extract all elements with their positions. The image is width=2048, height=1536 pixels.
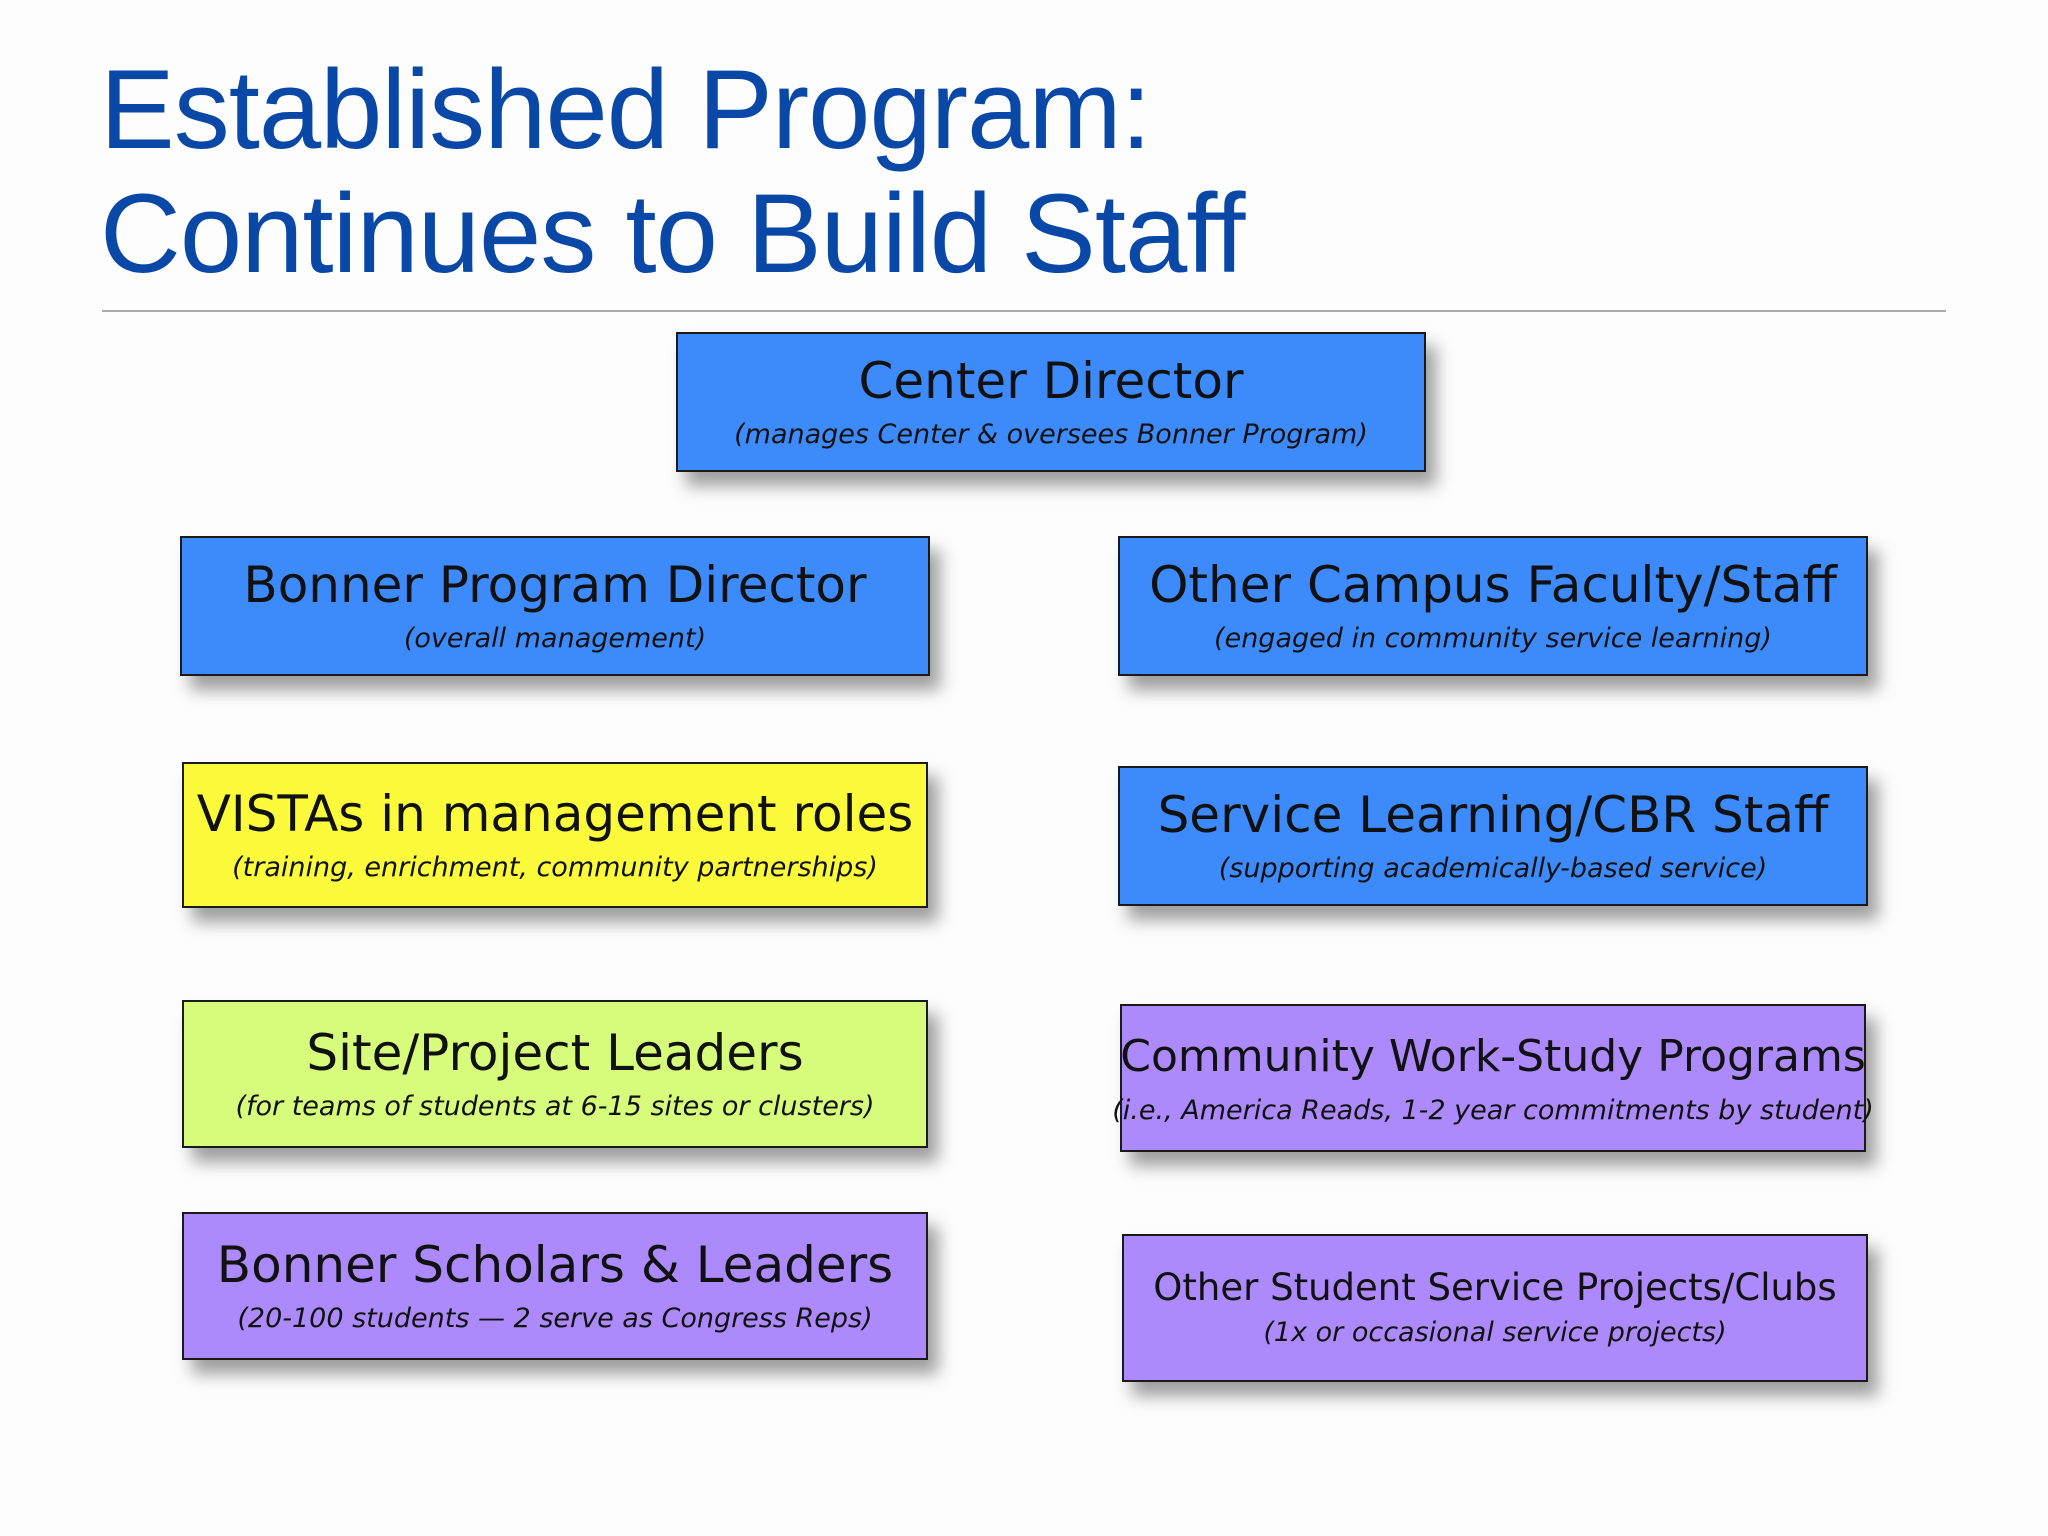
other-student-service-box: [1122, 1234, 1868, 1382]
service-learning-heading: Service Learning/CBR Staff: [1157, 786, 1829, 844]
center-director-subtitle: (manages Center & oversees Bonner Program): [734, 419, 1368, 450]
bonner-program-director-subtitle: (overall management): [403, 623, 707, 654]
bonner-scholars-box: [182, 1212, 928, 1360]
center-director-heading: Center Director: [858, 352, 1244, 410]
service-learning-subtitle: (supporting academically-based service): [1218, 853, 1768, 884]
bonner-scholars-heading: Bonner Scholars & Leaders: [216, 1236, 894, 1294]
bonner-program-director-heading: Bonner Program Director: [243, 556, 867, 614]
bonner-program-director-box: [180, 536, 930, 676]
vistas-subtitle: (training, enrichment, community partnerships): [232, 852, 878, 883]
other-campus-faculty-subtitle: (engaged in community service learning): [1214, 623, 1772, 654]
center-director-box: [676, 332, 1426, 472]
slide-title-line-1: Established Program:: [100, 47, 1151, 172]
vistas-heading: VISTAs in management roles: [196, 785, 914, 843]
community-work-study-subtitle: (i.e., America Reads, 1-2 year commitments by student): [1112, 1095, 1874, 1126]
site-project-leaders-subtitle: (for teams of students at 6-15 sites or clusters): [235, 1091, 875, 1122]
site-project-leaders-heading: Site/Project Leaders: [306, 1024, 804, 1082]
slide-title: [100, 48, 1244, 296]
service-learning-box: [1118, 766, 1868, 906]
vistas-box: [182, 762, 928, 908]
community-work-study-heading: Community Work-Study Programs: [1120, 1031, 1866, 1082]
other-campus-faculty-heading: Other Campus Faculty/Staff: [1149, 556, 1837, 614]
other-student-service-heading: Other Student Service Projects/Clubs: [1153, 1266, 1837, 1309]
site-project-leaders-box: [182, 1000, 928, 1148]
other-student-service-subtitle: (1x or occasional service projects): [1263, 1317, 1727, 1348]
slide-title-line-2: Continues to Build Staff: [100, 171, 1245, 296]
bonner-scholars-subtitle: (20-100 students — 2 serve as Congress Reps): [237, 1303, 873, 1334]
other-campus-faculty-box: [1118, 536, 1868, 676]
community-work-study-box: [1112, 1004, 1874, 1152]
title-divider: [102, 310, 1946, 312]
